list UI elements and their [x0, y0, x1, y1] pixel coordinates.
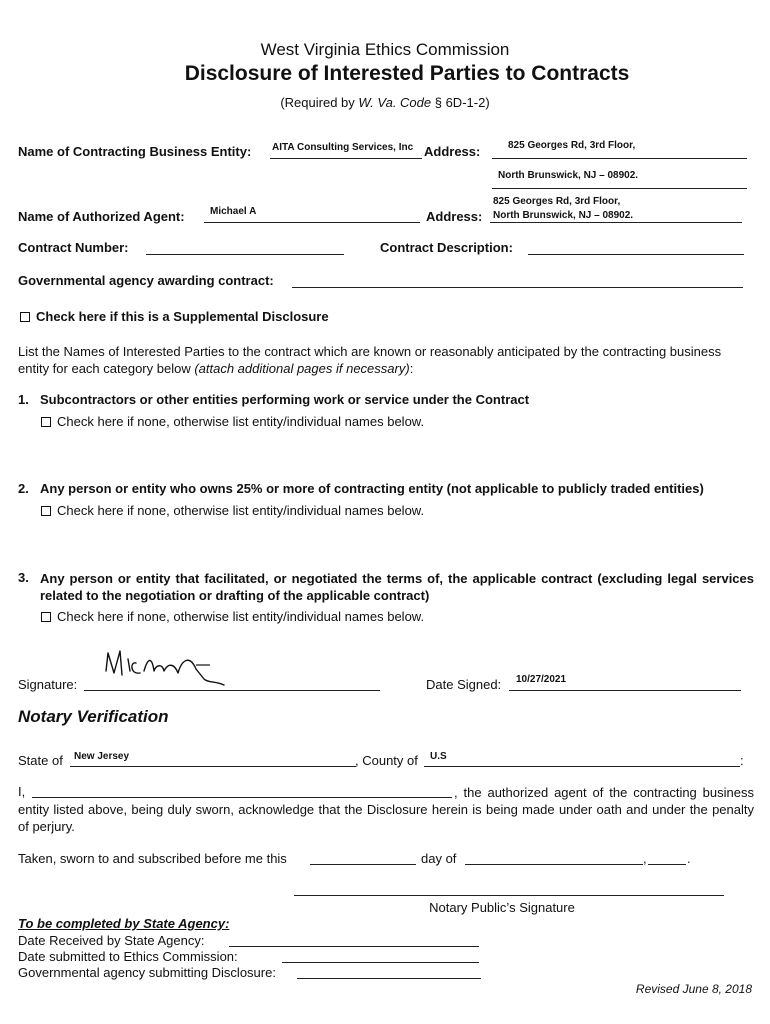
sworn-period: . [687, 851, 691, 866]
section-1-checkbox[interactable] [41, 417, 51, 427]
county-colon: : [740, 753, 744, 768]
submitting-agency-field[interactable] [297, 978, 481, 979]
agent-address-line1: 825 Georges Rd, 3rd Floor, [493, 196, 621, 207]
agent-field[interactable] [204, 222, 420, 223]
county-label: , County of [355, 753, 418, 768]
section-2-check-label: Check here if none, otherwise list entity/individual names below. [57, 503, 425, 518]
section-2-number: 2. [18, 481, 29, 496]
contract-description-label: Contract Description: [380, 240, 513, 255]
section-3-check-label: Check here if none, otherwise list entity/individual names below. [57, 609, 425, 624]
agent-address-label: Address: [426, 209, 483, 224]
state-field[interactable] [70, 766, 356, 767]
required-by: (Required by W. Va. Code § 6D-1-2) [280, 95, 490, 110]
agent-label: Name of Authorized Agent: [18, 209, 185, 224]
signature-label: Signature: [18, 677, 78, 692]
intro-paragraph: List the Names of Interested Parties to the contract which are known or reasonably anticipated by the contracting business entity for each category below (attach additional pages if necessary): [18, 344, 722, 376]
date-signed-label: Date Signed: [426, 677, 502, 692]
section-3-title: Any person or entity that facilitated, or negotiated the terms of, the applicable contract (excluding legal services related to the negotiation or drafting of the applicable contract) [40, 571, 754, 603]
section-1-check-label: Check here if none, otherwise list entity/individual names below. [57, 414, 425, 429]
revised-date: Revised June 8, 2018 [635, 982, 752, 996]
entity-address-line1: 825 Georges Rd, 3rd Floor, [508, 140, 636, 151]
state-label: State of [18, 753, 63, 768]
section-3-check-row [41, 609, 424, 624]
section-3-checkbox[interactable] [41, 612, 51, 622]
entity-field[interactable] [270, 158, 422, 159]
county-value: U.S [430, 751, 447, 762]
date-submitted-field[interactable] [282, 962, 479, 963]
page-title: Disclosure of Interested Parties to Contracts [184, 62, 630, 85]
entity-address-field-1[interactable] [492, 158, 747, 159]
submitting-agency-label: Governmental agency submitting Disclosure: [18, 965, 276, 980]
county-field[interactable] [424, 766, 740, 767]
date-signed-value: 10/27/2021 [516, 674, 567, 685]
date-received-label: Date Received by State Agency: [18, 933, 205, 948]
agent-value: Michael A [210, 206, 257, 217]
section-3-number: 3. [18, 570, 29, 585]
agent-address-line2: North Brunswick, NJ – 08902. [493, 210, 634, 221]
sworn-label: Taken, sworn to and subscribed before me this [18, 851, 287, 866]
signature-field[interactable] [84, 690, 380, 691]
agent-address-field[interactable] [490, 222, 742, 223]
supplemental-checkbox[interactable] [20, 312, 30, 322]
contract-number-label: Contract Number: [18, 240, 129, 255]
date-submitted-label: Date submitted to Ethics Commission: [18, 949, 238, 964]
section-1-number: 1. [18, 392, 29, 407]
section-1-title: Subcontractors or other entities performing work or service under the Contract [40, 392, 530, 407]
entity-address-line2: North Brunswick, NJ – 08902. [498, 170, 639, 181]
supplemental-row [20, 309, 329, 324]
date-received-field[interactable] [229, 946, 479, 947]
commission-name: West Virginia Ethics Commission [260, 40, 510, 59]
entity-address-field-2[interactable] [492, 188, 747, 189]
contract-number-field[interactable] [146, 254, 344, 255]
notary-signature-label: Notary Public’s Signature [429, 900, 575, 915]
agency-field[interactable] [292, 287, 743, 288]
sworn-day-field[interactable] [310, 864, 416, 865]
comma: , [643, 851, 647, 866]
notary-heading: Notary Verification [18, 707, 169, 726]
day-of-label: day of [421, 851, 457, 866]
sworn-month-field[interactable] [465, 864, 643, 865]
section-2-checkbox[interactable] [41, 506, 51, 516]
state-value: New Jersey [74, 751, 130, 762]
date-signed-field[interactable] [509, 690, 741, 691]
i-label: I, [18, 784, 26, 799]
state-agency-heading: To be completed by State Agency: [18, 916, 230, 931]
sworn-year-field[interactable] [648, 864, 686, 865]
entity-value: AITA Consulting Services, Inc [272, 142, 414, 153]
supplemental-label: Check here if this is a Supplemental Disclosure [36, 309, 329, 324]
section-2-title: Any person or entity who owns 25% or more of contracting entity (not applicable to publicly traded entities) [40, 481, 704, 496]
notary-signature-field[interactable] [294, 895, 724, 896]
agency-label: Governmental agency awarding contract: [18, 273, 274, 288]
section-2-check-row [41, 503, 424, 518]
entity-address-label: Address: [424, 144, 481, 159]
contract-description-field[interactable] [528, 254, 744, 255]
entity-label: Name of Contracting Business Entity: [18, 144, 252, 159]
oath-paragraph: , the authorized agent of the contracting business entity listed above, being duly sworn, acknowledge that the Disclosure herein is being made under oath and under the penalty of perjury. [18, 785, 754, 834]
handwritten-signature [100, 645, 230, 690]
section-1-check-row [41, 414, 424, 429]
